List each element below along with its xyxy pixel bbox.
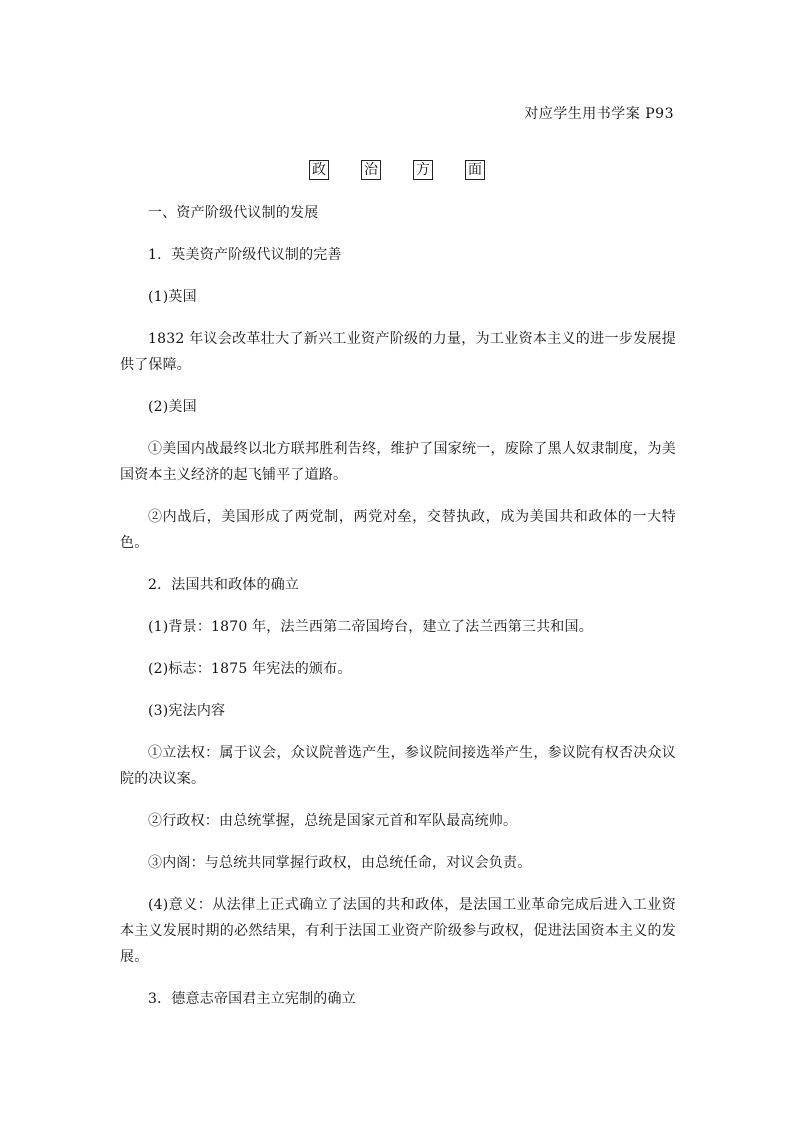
paragraph: (2)标志：1875 年宪法的颁布。: [148, 661, 352, 677]
section-title-char: 方: [413, 160, 433, 180]
document-body: [120, 200, 676, 1028]
section-title-char: 政: [309, 160, 329, 180]
paragraph: ①美国内战最终以北方联邦胜利告终，维护了国家统一，废除了黑人奴隶制度，为美国资本主义经济的起飞铺平了道路。: [120, 441, 676, 483]
paragraph: 1832 年议会改革壮大了新兴工业资产阶级的力量，为工业资本主义的进一步发展提供了保障。: [120, 331, 676, 373]
subheading: (2)美国: [148, 399, 197, 415]
page-reference: 对应学生用书学案 P93: [524, 106, 674, 122]
subheading: (1)英国: [148, 289, 197, 305]
paragraph: ②内战后，美国形成了两党制，两党对垒，交替执政，成为美国共和政体的一大特色。: [120, 509, 676, 551]
paragraph: ①立法权：属于议会，众议院普选产生，参议院间接选举产生，参议院有权否决众议院的决议案。: [120, 745, 676, 787]
section-title-char: 面: [465, 160, 485, 180]
paragraph: (4)意义：从法律上正式确立了法国的共和政体，是法国工业革命完成后进入工业资本主义发展时期的必然结果，有利于法国工业资产阶级参与政权，促进法国资本主义的发展。: [120, 897, 676, 965]
section-title-char: 治: [361, 160, 381, 180]
paragraph: (1)背景：1870 年，法兰西第二帝国垮台，建立了法兰西第三共和国。: [148, 619, 593, 635]
heading-level2: 3．德意志帝国君主立宪制的确立: [148, 991, 356, 1007]
paragraph: ②行政权：由总统掌握，总统是国家元首和军队最高统帅。: [148, 813, 518, 829]
paragraph: ③内阁：与总统共同掌握行政权，由总统任命，对议会负责。: [148, 855, 532, 871]
heading-level2: 1．英美资产阶级代议制的完善: [148, 247, 342, 263]
heading-level1: 一、资产阶级代议制的发展: [148, 205, 319, 221]
subheading: (3)宪法内容: [148, 703, 226, 719]
section-title: [0, 160, 794, 180]
heading-level2: 2．法国共和政体的确立: [148, 577, 300, 593]
